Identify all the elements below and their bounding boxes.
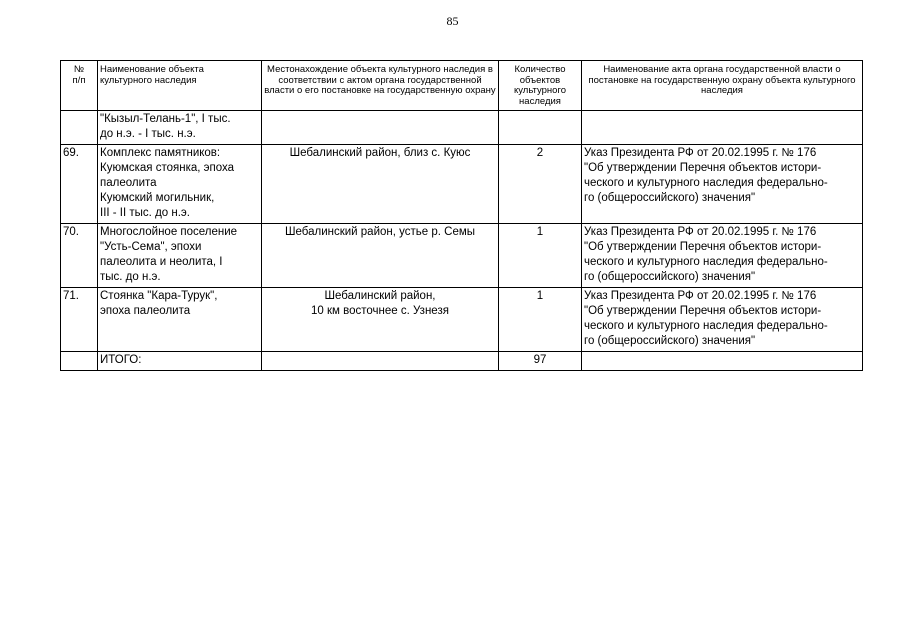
table-row	[61, 111, 863, 145]
cell-location: Шебалинский район, устье р. Семы	[262, 224, 499, 288]
cell-num: 69.	[61, 145, 98, 224]
total-label: ИТОГО:	[98, 352, 262, 371]
table-row	[61, 224, 863, 288]
cell-num	[61, 111, 98, 145]
header-location: Местонахождение объекта культурного наследия в соответствии с актом органа государственной власти о его постановке на государственную охрану	[262, 61, 499, 111]
cell-num	[61, 352, 98, 371]
cell-name: "Кызыл-Телань-1", I тыс. до н.э. - I тыс. н.э.	[98, 111, 262, 145]
table-row	[61, 145, 863, 224]
table-header-row	[61, 61, 863, 111]
cell-location: Шебалинский район, 10 км восточнее с. Узнезя	[262, 288, 499, 352]
cell-name: Стоянка "Кара-Турук", эпоха палеолита	[98, 288, 262, 352]
cell-act: Указ Президента РФ от 20.02.1995 г. № 176 "Об утверждении Перечня объектов истори- ческого и культурного наследия федерально- го (общероссийского) значения"	[582, 145, 863, 224]
cell-location	[262, 352, 499, 371]
header-name: Наименование объекта культурного наследия	[98, 61, 262, 111]
heritage-table	[60, 60, 863, 371]
cell-num: 70.	[61, 224, 98, 288]
cell-act: Указ Президента РФ от 20.02.1995 г. № 176 "Об утверждении Перечня объектов истори- ческого и культурного наследия федерально- го (общероссийского) значения"	[582, 288, 863, 352]
cell-act: Указ Президента РФ от 20.02.1995 г. № 176 "Об утверждении Перечня объектов истори- ческого и культурного наследия федерально- го (общероссийского) значения"	[582, 224, 863, 288]
cell-count: 1	[499, 224, 582, 288]
header-count: Количество объектов культурного наследия	[499, 61, 582, 111]
cell-count	[499, 111, 582, 145]
cell-name: Многослойное поселение "Усть-Сема", эпохи палеолита и неолита, I тыс. до н.э.	[98, 224, 262, 288]
cell-name: Комплекс памятников: Куюмская стоянка, эпоха палеолита Куюмский могильник, III - II тыс. до н.э.	[98, 145, 262, 224]
header-num: № п/п	[61, 61, 98, 111]
cell-count: 1	[499, 288, 582, 352]
table-row	[61, 288, 863, 352]
page-number: 85	[446, 14, 459, 28]
total-row	[61, 352, 863, 371]
cell-location: Шебалинский район, близ с. Куюс	[262, 145, 499, 224]
cell-count: 2	[499, 145, 582, 224]
cell-num: 71.	[61, 288, 98, 352]
total-count: 97	[499, 352, 582, 371]
cell-act	[582, 352, 863, 371]
header-act: Наименование акта органа государственной власти о постановке на государственную охрану объекта культурного наследия	[582, 61, 863, 111]
cell-location	[262, 111, 499, 145]
cell-act	[582, 111, 863, 145]
